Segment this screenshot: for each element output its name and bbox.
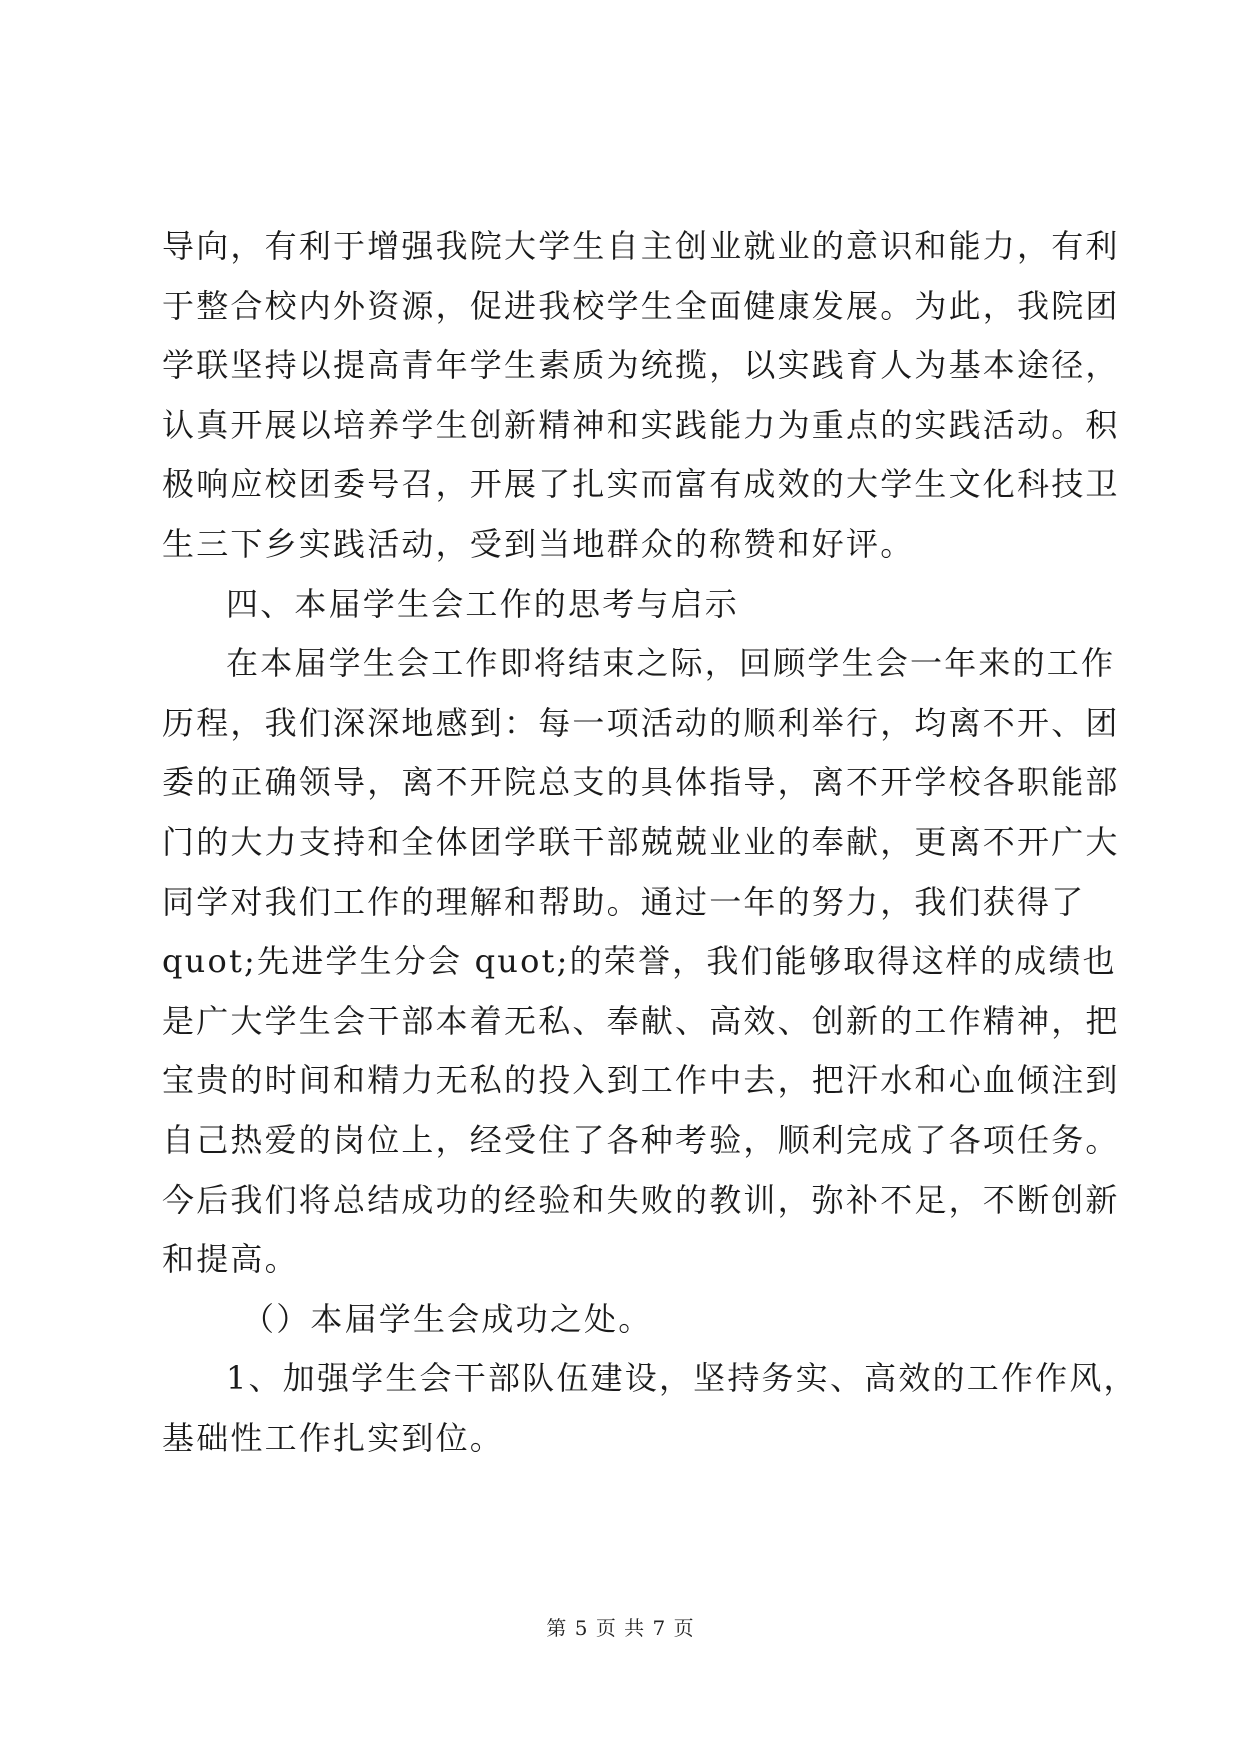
- text-line: 委的正确领导，离不开院总支的具体指导，离不开学校各职能部: [162, 763, 1120, 802]
- text-line: 今后我们将总结成功的经验和失败的教训，弥补不足，不断创新: [162, 1180, 1120, 1219]
- text-line: 学联坚持以提高青年学生素质为统揽，以实践育人为基本途径，: [162, 346, 1120, 385]
- text-line: 生三下乡实践活动，受到当地群众的称赞和好评。: [162, 524, 915, 563]
- text-line: 和提高。: [162, 1240, 299, 1279]
- text-line: 于整合校内外资源，促进我校学生全面健康发展。为此，我院团: [162, 286, 1120, 325]
- text-line: 在本届学生会工作即将结束之际，回顾学生会一年来的工作: [226, 644, 1116, 683]
- section-heading: 四、本届学生会工作的思考与启示: [226, 584, 740, 623]
- text-line: 宝贵的时间和精力无私的投入到工作中去，把汗水和心血倾注到: [162, 1061, 1120, 1100]
- text-line: 极响应校团委号召，开展了扎实而富有成效的大学生文化科技卫: [162, 465, 1120, 504]
- list-item: 1、加强学生会干部队伍建设，坚持务实、高效的工作作风，: [226, 1359, 1138, 1398]
- text-line: 导向，有利于增强我院大学生自主创业就业的意识和能力，有利: [162, 227, 1120, 265]
- text-line: 认真开展以培养学生创新精神和实践能力为重点的实践活动。积: [162, 405, 1120, 444]
- text-line: 历程，我们深深地感到：每一项活动的顺利举行，均离不开、团: [162, 703, 1120, 742]
- document-body: [162, 226, 1138, 1477]
- subsection-heading: （）本届学生会成功之处。: [242, 1299, 653, 1338]
- text-line: 自己热爱的岗位上，经受住了各种考验，顺利完成了各项任务。: [162, 1120, 1120, 1159]
- text-line: 基础性工作扎实到位。: [162, 1418, 505, 1457]
- page-number-footer: 第 5 页 共 7 页: [546, 1616, 695, 1640]
- text-line: 门的大力支持和全体团学联干部兢兢业业的奉献，更离不开广大: [162, 822, 1120, 861]
- text-line: 是广大学生会干部本着无私、奉献、高效、创新的工作精神，把: [162, 1001, 1120, 1040]
- text-line: 同学对我们工作的理解和帮助。通过一年的努力，我们获得了: [162, 882, 1086, 921]
- text-line: quot;先进学生分会 quot;的荣誉，我们能够取得这样的成绩也: [162, 942, 1117, 981]
